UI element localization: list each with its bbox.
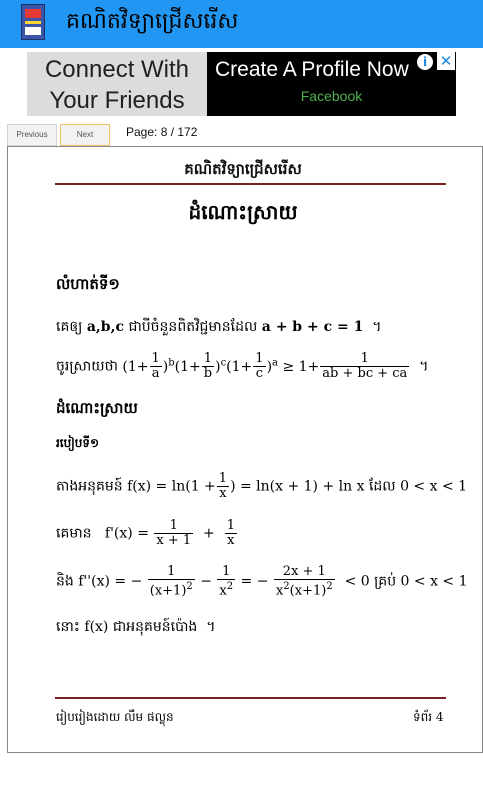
method-heading: របៀបទី១ — [56, 436, 100, 450]
every-text: គ្រប់ — [374, 573, 397, 590]
domain-condition: 0 < x < 1 — [400, 478, 468, 495]
derivative-line: គេមាន f'(x) = $\frac{1}{x + 1}$ + $\frac{1}{x}$ — [56, 518, 235, 548]
where-text: ដែល — [368, 478, 396, 495]
pdf-page[interactable] — [7, 146, 483, 753]
app-title: គណិតវិទ្យាជ្រើសរើស — [66, 9, 239, 34]
footer-rule — [55, 697, 446, 699]
consider-func: f(x) = ln(1 + — [127, 478, 216, 495]
page-indicator: Page: 8 / 172 — [126, 125, 198, 139]
conclusion-rest: ជាអនុគមន៍ប៉ោង — [112, 619, 198, 635]
document-header: គណិតវិទ្យាជ្រើសរើស — [184, 160, 302, 178]
end-mark: ។ — [372, 319, 382, 335]
consider-line: តាងអនុគមន៍ f(x) = ln(1 + $\frac{1}{x}$ ) = ln(x + 1) + ln x ដែល 0 < x < 1 — [56, 471, 468, 501]
document-title: ដំណោះស្រាយ — [188, 200, 298, 224]
given-line — [56, 317, 381, 338]
first-derivative: f'(x) = — [104, 525, 149, 542]
previous-button[interactable]: Previous — [7, 124, 57, 146]
end-mark: ។ — [206, 619, 216, 635]
given-rest: ជាបីចំនួនពិតវិជ្ជមានដែល — [128, 319, 258, 335]
footer-page-number: ទំព័រ 4 — [413, 710, 444, 724]
ad-banner[interactable] — [27, 52, 456, 116]
consider-text: តាងអនុគមន៍ — [56, 478, 123, 495]
conclusion-text: នោះ — [56, 619, 80, 635]
second-derivative: f''(x) = — [78, 573, 127, 590]
inequality: (1+ $\frac{1}{a}$ )$^b$(1+ $\frac{1}{b}$ )$^c$(1+ $\frac{1}{c}$ )$^a$ ≥ 1+ $\frac{1}{ab + bc + ca}$ — [122, 351, 408, 381]
prove-text: ចូរស្រាយថា — [56, 358, 118, 375]
ad-left-panel[interactable] — [27, 52, 207, 116]
conclusion-func: f(x) — [84, 619, 109, 635]
given-condition: a + b + c = 1 — [261, 319, 364, 335]
consider-tail: ) = ln(x + 1) + ln x — [230, 478, 365, 495]
domain-condition: 0 < x < 1 — [400, 573, 468, 590]
info-icon[interactable]: i — [417, 54, 433, 70]
have-text: គេមាន — [56, 525, 92, 542]
given-text: គេឲ្យ — [56, 319, 83, 335]
header-rule — [55, 183, 446, 185]
prove-line — [56, 352, 428, 381]
app-book-icon — [21, 4, 45, 40]
solution-heading: ដំណោះស្រាយ — [56, 399, 138, 417]
ad-right-panel[interactable] — [207, 52, 456, 116]
exercise-heading: លំហាត់ទី១ — [56, 275, 120, 293]
close-icon[interactable]: ✕ — [437, 52, 455, 70]
footer-author: រៀបរៀងដោយ លឹម ផល្លុន — [56, 710, 174, 724]
ad-left-text: Connect With Your Friends — [44, 56, 190, 114]
ad-advertiser: Facebook — [300, 88, 363, 104]
given-vars: a,b,c — [86, 319, 124, 335]
and-text: និង — [56, 573, 74, 590]
conclusion-line — [56, 617, 215, 638]
next-button[interactable]: Next — [60, 124, 110, 146]
ad-headline: Create A Profile Now — [215, 58, 409, 81]
second-derivative-line: និង f''(x) = − $\frac{1}{(x+1)^2}$ − $\frac{1}{x^2}$ = − $\frac{2x + 1}{x^2(x+1)^2}$ < 0 គ្រប់ 0 < x < 1 — [56, 564, 468, 599]
app-bar — [0, 0, 483, 48]
end-mark: ។ — [419, 358, 429, 375]
